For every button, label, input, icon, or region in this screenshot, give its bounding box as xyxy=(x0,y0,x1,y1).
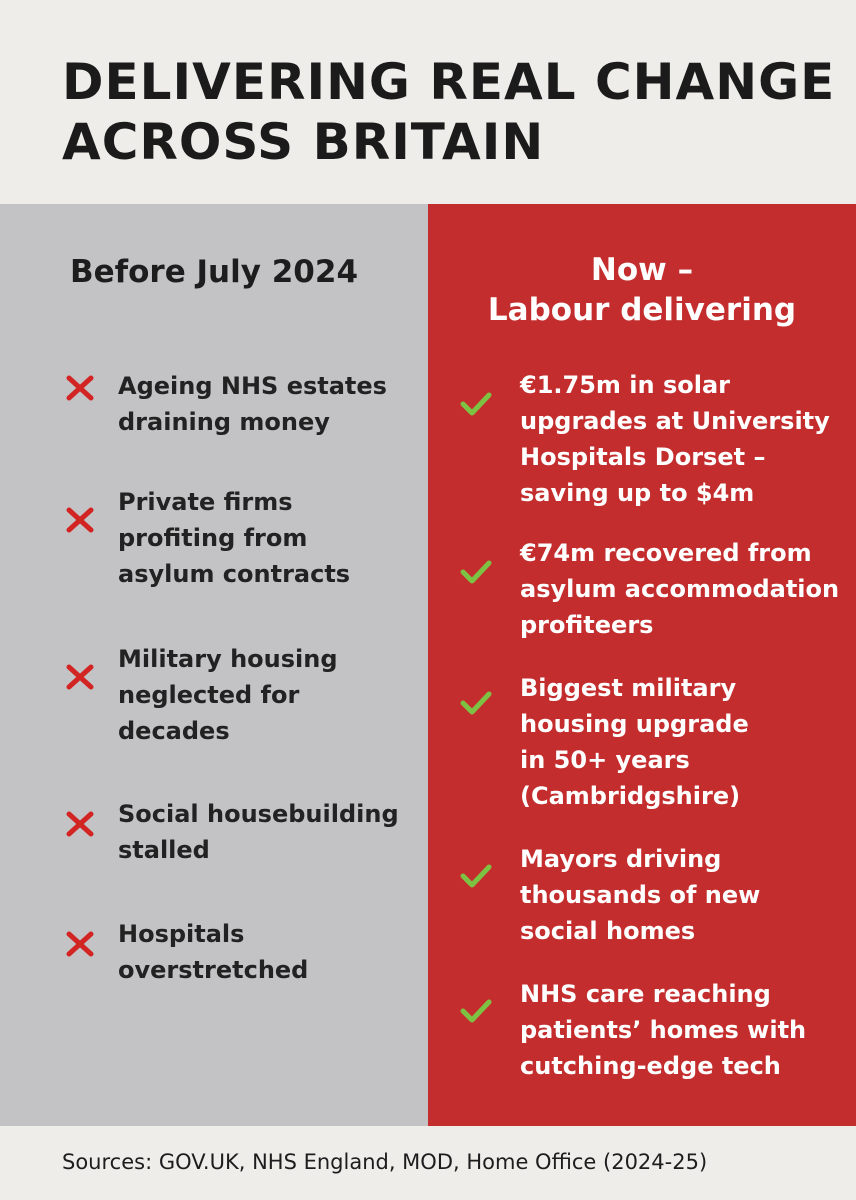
now-heading xyxy=(428,250,856,330)
check-icon xyxy=(458,992,494,1028)
before-item-text: Hospitals overstretched xyxy=(118,920,309,984)
now-column xyxy=(428,204,856,1126)
before-item-text: Military housing neglected for decades xyxy=(118,645,338,745)
before-item-text: Ageing NHS estates draining money xyxy=(118,372,387,436)
check-icon xyxy=(458,684,494,720)
cross-icon xyxy=(62,806,98,842)
title-line-1: DELIVERING REAL CHANGE xyxy=(62,53,836,111)
cross-icon xyxy=(62,370,98,406)
cross-icon xyxy=(62,502,98,538)
check-icon xyxy=(458,857,494,893)
now-item-text: Mayors driving thousands of new social homes xyxy=(520,845,761,945)
header xyxy=(0,0,856,204)
now-item-text: Biggest military housing upgrade in 50+ years (Cambridgshire) xyxy=(520,674,749,810)
check-icon xyxy=(458,385,494,421)
before-column xyxy=(0,204,428,1126)
before-heading xyxy=(0,252,428,292)
footer xyxy=(0,1126,856,1200)
page-title xyxy=(62,52,835,172)
before-item-text: Social housebuilding stalled xyxy=(118,800,399,864)
sources-text: Sources: GOV.UK, NHS England, MOD, Home Office (2024-25) xyxy=(62,1150,708,1174)
now-item-text: €1.75m in solar upgrades at University Hospitals Dorset – saving up to $4m xyxy=(520,371,830,507)
before-heading-text: Before July 2024 xyxy=(69,254,359,290)
now-item-text: NHS care reaching patients’ homes with cutching-edge tech xyxy=(520,980,807,1080)
cross-icon xyxy=(62,926,98,962)
cross-icon xyxy=(62,659,98,695)
check-icon xyxy=(458,553,494,589)
title-line-2: ACROSS BRITAIN xyxy=(62,113,545,171)
now-item-text: €74m recovered from asylum accommodation profiteers xyxy=(520,539,840,639)
now-heading-line-2: Labour delivering xyxy=(487,292,797,328)
before-item-text: Private firms profiting from asylum contracts xyxy=(118,488,351,588)
now-heading-line-1: Now – xyxy=(590,252,694,288)
